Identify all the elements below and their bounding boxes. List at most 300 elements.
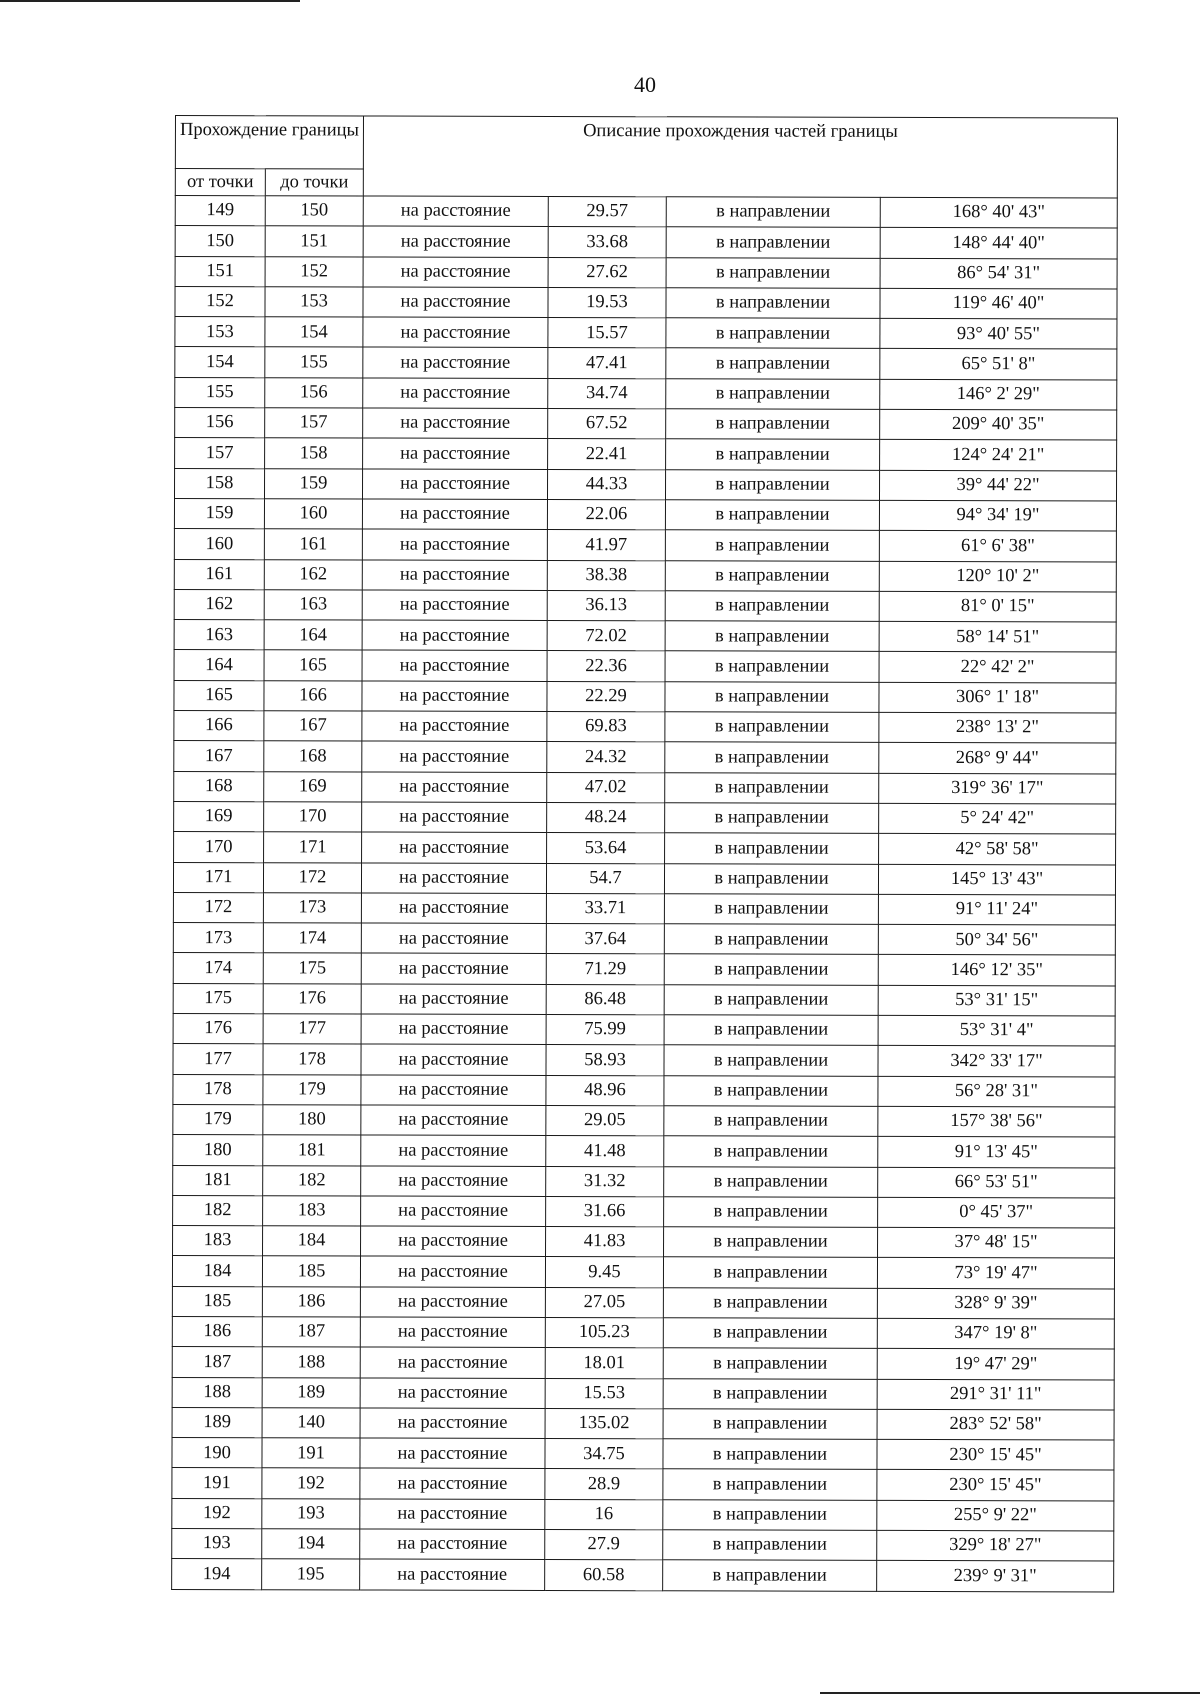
distance-label-cell: на расстояние	[363, 196, 548, 227]
table-row	[173, 983, 1115, 1016]
table-row	[174, 680, 1116, 713]
distance-value-cell: 72.02	[547, 621, 665, 652]
table-row	[172, 1377, 1114, 1410]
distance-label-cell: на расстояние	[362, 711, 547, 742]
distance-label-cell: на расстояние	[360, 1317, 545, 1348]
distance-label-cell: на расстояние	[362, 832, 547, 863]
direction-angle-cell: 342° 33' 17"	[878, 1046, 1115, 1077]
to-point-cell: 186	[262, 1286, 360, 1317]
to-point-cell: 177	[263, 1014, 361, 1045]
direction-label-cell: в направлении	[664, 1045, 878, 1076]
distance-value-cell: 33.68	[548, 227, 666, 258]
to-point-cell: 155	[265, 347, 363, 378]
table-row	[172, 1256, 1114, 1289]
direction-label-cell: в направлении	[665, 651, 879, 682]
from-point-cell: 183	[173, 1226, 263, 1257]
direction-angle-cell: 291° 31' 11"	[877, 1379, 1114, 1410]
direction-label-cell: в направлении	[663, 1439, 877, 1470]
distance-label-cell: на расстояние	[362, 529, 547, 560]
to-point-cell: 158	[265, 438, 363, 469]
direction-label-cell: в направлении	[663, 1469, 877, 1500]
to-point-cell: 184	[263, 1226, 361, 1257]
distance-value-cell: 53.64	[547, 833, 665, 864]
distance-label-cell: на расстояние	[361, 1226, 546, 1257]
direction-angle-cell: 5° 24' 42"	[879, 803, 1116, 834]
table-row	[173, 1044, 1115, 1077]
header-boundary-passage: Прохождение границы	[175, 116, 363, 169]
to-point-cell: 174	[263, 923, 361, 954]
from-point-cell: 155	[175, 377, 265, 408]
from-point-cell: 149	[175, 196, 265, 227]
scan-edge-bottom	[820, 1692, 1200, 1694]
distance-value-cell: 9.45	[545, 1257, 663, 1288]
distance-label-cell: на расстояние	[362, 499, 547, 530]
from-point-cell: 150	[175, 226, 265, 257]
from-point-cell: 184	[172, 1256, 262, 1287]
distance-value-cell: 22.41	[548, 439, 666, 470]
direction-label-cell: в направлении	[664, 924, 878, 955]
from-point-cell: 170	[174, 832, 264, 863]
direction-angle-cell: 53° 31' 4"	[878, 1015, 1115, 1046]
from-point-cell: 189	[172, 1407, 262, 1438]
direction-angle-cell: 148° 44' 40"	[880, 228, 1117, 259]
distance-label-cell: на расстояние	[360, 1468, 545, 1499]
direction-angle-cell: 283° 52' 58"	[877, 1409, 1114, 1440]
direction-label-cell: в направлении	[665, 560, 879, 591]
distance-label-cell: на расстояние	[362, 772, 547, 803]
page-number: 40	[634, 72, 656, 97]
table-row	[175, 196, 1117, 229]
to-point-cell: 152	[265, 256, 363, 287]
direction-label-cell: в направлении	[664, 863, 878, 894]
direction-label-cell: в направлении	[664, 1166, 878, 1197]
direction-label-cell: в направлении	[665, 833, 879, 864]
distance-label-cell: на расстояние	[360, 1529, 545, 1560]
to-point-cell: 173	[263, 893, 361, 924]
to-point-cell: 188	[262, 1347, 360, 1378]
from-point-cell: 185	[172, 1286, 262, 1317]
direction-label-cell: в направлении	[664, 1136, 878, 1167]
table-row	[175, 256, 1117, 289]
distance-value-cell: 31.32	[546, 1166, 664, 1197]
distance-value-cell: 60.58	[545, 1560, 663, 1591]
table-row	[172, 1316, 1114, 1349]
table-row	[172, 1347, 1114, 1380]
to-point-cell: 140	[262, 1408, 360, 1439]
direction-angle-cell: 145° 13' 43"	[878, 864, 1115, 895]
direction-label-cell: в направлении	[664, 894, 878, 925]
direction-angle-cell: 61° 6' 38"	[879, 531, 1116, 562]
to-point-cell: 183	[263, 1196, 361, 1227]
distance-label-cell: на расстояние	[361, 1075, 546, 1106]
distance-value-cell: 41.48	[546, 1136, 664, 1167]
direction-angle-cell: 329° 18' 27"	[877, 1530, 1114, 1561]
to-point-cell: 178	[263, 1044, 361, 1075]
table-row	[174, 711, 1116, 744]
distance-label-cell: на расстояние	[363, 257, 548, 288]
from-point-cell: 180	[173, 1135, 263, 1166]
table-row	[173, 892, 1115, 925]
distance-value-cell: 34.75	[545, 1439, 663, 1470]
direction-angle-cell: 209° 40' 35"	[880, 409, 1117, 440]
from-point-cell: 159	[174, 498, 264, 529]
distance-label-cell: на расстояние	[362, 620, 547, 651]
distance-value-cell: 27.05	[545, 1287, 663, 1318]
distance-label-cell: на расстояние	[360, 1559, 545, 1590]
distance-value-cell: 71.29	[546, 954, 664, 985]
from-point-cell: 193	[172, 1529, 262, 1560]
distance-value-cell: 37.64	[546, 924, 664, 955]
direction-angle-cell: 37° 48' 15"	[878, 1227, 1115, 1258]
distance-value-cell: 29.05	[546, 1105, 664, 1136]
to-point-cell: 191	[262, 1438, 360, 1469]
from-point-cell: 165	[174, 680, 264, 711]
direction-label-cell: в направлении	[665, 803, 879, 834]
from-point-cell: 181	[173, 1165, 263, 1196]
distance-label-cell: на расстояние	[363, 287, 548, 318]
from-point-cell: 182	[173, 1195, 263, 1226]
distance-label-cell: на расстояние	[363, 347, 548, 378]
table-body	[172, 196, 1118, 1592]
direction-label-cell: в направлении	[665, 712, 879, 743]
to-point-cell: 181	[263, 1135, 361, 1166]
from-point-cell: 152	[175, 286, 265, 317]
distance-label-cell: на расстояние	[360, 1499, 545, 1530]
from-point-cell: 174	[173, 953, 263, 984]
from-point-cell: 160	[174, 529, 264, 560]
distance-value-cell: 19.53	[548, 287, 666, 318]
table-header	[175, 116, 1117, 198]
table-row	[174, 498, 1116, 531]
distance-value-cell: 44.33	[547, 469, 665, 500]
distance-value-cell: 48.24	[547, 802, 665, 833]
from-point-cell: 177	[173, 1044, 263, 1075]
to-point-cell: 164	[264, 620, 362, 651]
direction-label-cell: в направлении	[663, 1530, 877, 1561]
to-point-cell: 161	[264, 529, 362, 560]
table-row	[175, 408, 1117, 441]
to-point-cell: 180	[263, 1105, 361, 1136]
distance-label-cell: на расстояние	[360, 1438, 545, 1469]
direction-angle-cell: 124° 24' 21"	[880, 440, 1117, 471]
direction-label-cell: в направлении	[665, 621, 879, 652]
distance-value-cell: 15.57	[548, 318, 666, 349]
distance-value-cell: 54.7	[546, 863, 664, 894]
to-point-cell: 194	[262, 1529, 360, 1560]
direction-label-cell: в направлении	[663, 1348, 877, 1379]
direction-angle-cell: 50° 34' 56"	[878, 924, 1115, 955]
distance-value-cell: 22.06	[547, 499, 665, 530]
direction-label-cell: в направлении	[666, 197, 880, 228]
to-point-cell: 176	[263, 983, 361, 1014]
table-row	[172, 1468, 1114, 1501]
table-row	[172, 1438, 1114, 1471]
direction-label-cell: в направлении	[663, 1287, 877, 1318]
to-point-cell: 193	[262, 1498, 360, 1529]
table-row	[172, 1559, 1114, 1592]
to-point-cell: 163	[264, 590, 362, 621]
from-point-cell: 167	[174, 741, 264, 772]
table-row	[173, 1195, 1115, 1228]
distance-label-cell: на расстояние	[363, 226, 548, 257]
distance-value-cell: 28.9	[545, 1469, 663, 1500]
table-row	[175, 286, 1117, 319]
table-row	[173, 923, 1115, 956]
direction-label-cell: в направлении	[664, 1075, 878, 1106]
from-point-cell: 186	[172, 1316, 262, 1347]
direction-label-cell: в направлении	[666, 439, 880, 470]
distance-value-cell: 27.9	[545, 1530, 663, 1561]
from-point-cell: 192	[172, 1498, 262, 1529]
distance-value-cell: 36.13	[547, 590, 665, 621]
to-point-cell: 162	[264, 559, 362, 590]
table-row	[174, 832, 1116, 865]
from-point-cell: 178	[173, 1074, 263, 1105]
distance-value-cell: 86.48	[546, 984, 664, 1015]
direction-angle-cell: 91° 13' 45"	[878, 1137, 1115, 1168]
distance-label-cell: на расстояние	[361, 1105, 546, 1136]
direction-label-cell: в направлении	[665, 772, 879, 803]
direction-angle-cell: 42° 58' 58"	[879, 834, 1116, 865]
direction-angle-cell: 56° 28' 31"	[878, 1076, 1115, 1107]
direction-label-cell: в направлении	[666, 318, 880, 349]
direction-label-cell: в направлении	[665, 500, 879, 531]
from-point-cell: 163	[174, 620, 264, 651]
distance-label-cell: на расстояние	[362, 741, 547, 772]
header-to-point: до точки	[265, 169, 363, 196]
header-from-point: от точки	[175, 169, 265, 196]
distance-label-cell: на расстояние	[360, 1408, 545, 1439]
distance-label-cell: на расстояние	[362, 590, 547, 621]
direction-label-cell: в направлении	[666, 348, 880, 379]
table-row	[173, 1165, 1115, 1198]
distance-label-cell: на расстояние	[363, 408, 548, 439]
direction-angle-cell: 319° 36' 17"	[879, 773, 1116, 804]
direction-angle-cell: 66° 53' 51"	[878, 1167, 1115, 1198]
to-point-cell: 150	[265, 196, 363, 227]
direction-angle-cell: 93° 40' 55"	[880, 319, 1117, 350]
table-row	[173, 1014, 1115, 1047]
distance-label-cell: на расстояние	[360, 1256, 545, 1287]
direction-label-cell: в направлении	[664, 1227, 878, 1258]
to-point-cell: 159	[264, 468, 362, 499]
boundary-table	[171, 115, 1118, 1592]
from-point-cell: 156	[175, 408, 265, 439]
direction-angle-cell: 268° 9' 44"	[879, 743, 1116, 774]
to-point-cell: 154	[265, 317, 363, 348]
to-point-cell: 156	[265, 378, 363, 409]
to-point-cell: 171	[264, 832, 362, 863]
table-row	[172, 1529, 1114, 1562]
to-point-cell: 172	[263, 862, 361, 893]
table-row	[174, 771, 1116, 804]
direction-angle-cell: 91° 11' 24"	[878, 894, 1115, 925]
table-row	[175, 377, 1117, 410]
direction-label-cell: в направлении	[665, 682, 879, 713]
direction-label-cell: в направлении	[665, 591, 879, 622]
direction-angle-cell: 146° 2' 29"	[880, 379, 1117, 410]
distance-label-cell: на расстояние	[363, 438, 548, 469]
distance-value-cell: 38.38	[547, 560, 665, 591]
table-row	[173, 1135, 1115, 1168]
direction-label-cell: в направлении	[663, 1500, 877, 1531]
from-point-cell: 169	[174, 801, 264, 832]
distance-label-cell: на расстояние	[362, 650, 547, 681]
direction-label-cell: в направлении	[665, 742, 879, 773]
to-point-cell: 187	[262, 1317, 360, 1348]
distance-label-cell: на расстояние	[363, 317, 548, 348]
table-row	[175, 317, 1117, 350]
distance-value-cell: 18.01	[545, 1348, 663, 1379]
to-point-cell: 170	[264, 802, 362, 833]
direction-label-cell: в направлении	[663, 1560, 877, 1591]
from-point-cell: 175	[173, 983, 263, 1014]
distance-label-cell: на расстояние	[362, 681, 547, 712]
distance-value-cell: 47.02	[547, 772, 665, 803]
to-point-cell: 157	[265, 408, 363, 439]
direction-angle-cell: 230° 15' 45"	[877, 1470, 1114, 1501]
direction-angle-cell: 255° 9' 22"	[877, 1500, 1114, 1531]
to-point-cell: 168	[264, 741, 362, 772]
distance-value-cell: 135.02	[545, 1408, 663, 1439]
table-row	[174, 741, 1116, 774]
table-row	[172, 1407, 1114, 1440]
table-row	[174, 559, 1116, 592]
to-point-cell: 195	[262, 1559, 360, 1590]
direction-angle-cell: 328° 9' 39"	[877, 1288, 1114, 1319]
table-row	[174, 650, 1116, 683]
direction-angle-cell: 146° 12' 35"	[878, 955, 1115, 986]
from-point-cell: 190	[172, 1438, 262, 1469]
distance-value-cell: 29.57	[548, 196, 666, 227]
distance-value-cell: 33.71	[546, 893, 664, 924]
direction-label-cell: в направлении	[664, 1015, 878, 1046]
distance-value-cell: 67.52	[548, 409, 666, 440]
distance-value-cell: 47.41	[548, 348, 666, 379]
table-row	[173, 1074, 1115, 1107]
table-row	[175, 438, 1117, 471]
direction-label-cell: в направлении	[665, 530, 879, 561]
header-description: Описание прохождения частей границы	[363, 116, 1117, 198]
table-row	[172, 1286, 1114, 1319]
from-point-cell: 187	[172, 1347, 262, 1378]
distance-value-cell: 22.29	[547, 681, 665, 712]
distance-label-cell: на расстояние	[362, 560, 547, 591]
from-point-cell: 168	[174, 771, 264, 802]
direction-angle-cell: 0° 45' 37"	[878, 1197, 1115, 1228]
direction-label-cell: в направлении	[664, 1197, 878, 1228]
direction-label-cell: в направлении	[663, 1378, 877, 1409]
distance-label-cell: на расстояние	[363, 378, 548, 409]
distance-label-cell: на расстояние	[360, 1287, 545, 1318]
to-point-cell: 185	[262, 1256, 360, 1287]
from-point-cell: 172	[173, 892, 263, 923]
distance-label-cell: на расстояние	[361, 893, 546, 924]
direction-angle-cell: 39° 44' 22"	[879, 470, 1116, 501]
from-point-cell: 176	[173, 1014, 263, 1045]
direction-angle-cell: 73° 19' 47"	[877, 1258, 1114, 1289]
to-point-cell: 175	[263, 953, 361, 984]
direction-angle-cell: 94° 34' 19"	[879, 500, 1116, 531]
from-point-cell: 164	[174, 650, 264, 681]
table-row	[174, 801, 1116, 834]
distance-value-cell: 27.62	[548, 257, 666, 288]
from-point-cell: 171	[173, 862, 263, 893]
direction-angle-cell: 65° 51' 8"	[880, 349, 1117, 380]
from-point-cell: 194	[172, 1559, 262, 1590]
from-point-cell: 157	[175, 438, 265, 469]
distance-value-cell: 75.99	[546, 1014, 664, 1045]
direction-label-cell: в направлении	[664, 985, 878, 1016]
to-point-cell: 182	[263, 1165, 361, 1196]
direction-angle-cell: 306° 1' 18"	[879, 682, 1116, 713]
table-row	[174, 589, 1116, 622]
to-point-cell: 151	[265, 226, 363, 257]
table-row	[175, 347, 1117, 380]
distance-label-cell: на расстояние	[360, 1378, 545, 1409]
from-point-cell: 191	[172, 1468, 262, 1499]
distance-label-cell: на расстояние	[361, 953, 546, 984]
direction-angle-cell: 157° 38' 56"	[878, 1106, 1115, 1137]
from-point-cell: 166	[174, 711, 264, 742]
scan-edge-top	[0, 0, 300, 2]
distance-label-cell: на расстояние	[361, 1044, 546, 1075]
direction-angle-cell: 238° 13' 2"	[879, 712, 1116, 743]
from-point-cell: 153	[175, 317, 265, 348]
direction-angle-cell: 81° 0' 15"	[879, 591, 1116, 622]
direction-angle-cell: 53° 31' 15"	[878, 985, 1115, 1016]
to-point-cell: 167	[264, 711, 362, 742]
distance-value-cell: 24.32	[547, 742, 665, 773]
direction-label-cell: в направлении	[663, 1409, 877, 1440]
distance-value-cell: 105.23	[545, 1317, 663, 1348]
direction-label-cell: в направлении	[666, 257, 880, 288]
direction-label-cell: в направлении	[665, 469, 879, 500]
distance-value-cell: 15.53	[545, 1378, 663, 1409]
from-point-cell: 158	[174, 468, 264, 499]
direction-angle-cell: 239° 9' 31"	[877, 1561, 1114, 1592]
distance-value-cell: 22.36	[547, 651, 665, 682]
table-row	[172, 1498, 1114, 1531]
distance-value-cell: 69.83	[547, 712, 665, 743]
table-row	[173, 1226, 1115, 1259]
from-point-cell: 161	[174, 559, 264, 590]
direction-label-cell: в направлении	[663, 1257, 877, 1288]
distance-value-cell: 48.96	[546, 1075, 664, 1106]
from-point-cell: 188	[172, 1377, 262, 1408]
to-point-cell: 160	[264, 499, 362, 530]
distance-label-cell: на расстояние	[361, 1165, 546, 1196]
distance-label-cell: на расстояние	[361, 923, 546, 954]
to-point-cell: 192	[262, 1468, 360, 1499]
direction-angle-cell: 120° 10' 2"	[879, 561, 1116, 592]
distance-label-cell: на расстояние	[360, 1347, 545, 1378]
distance-label-cell: на расстояние	[361, 1014, 546, 1045]
table-row	[173, 862, 1115, 895]
from-point-cell: 173	[173, 923, 263, 954]
direction-angle-cell: 230° 15' 45"	[877, 1440, 1114, 1471]
from-point-cell: 154	[175, 347, 265, 378]
to-point-cell: 179	[263, 1074, 361, 1105]
table-row	[175, 226, 1117, 259]
table-row	[174, 620, 1116, 653]
from-point-cell: 179	[173, 1104, 263, 1135]
direction-label-cell: в направлении	[663, 1318, 877, 1349]
to-point-cell: 153	[265, 287, 363, 318]
distance-label-cell: на расстояние	[361, 984, 546, 1015]
distance-value-cell: 34.74	[548, 378, 666, 409]
direction-label-cell: в направлении	[664, 954, 878, 985]
